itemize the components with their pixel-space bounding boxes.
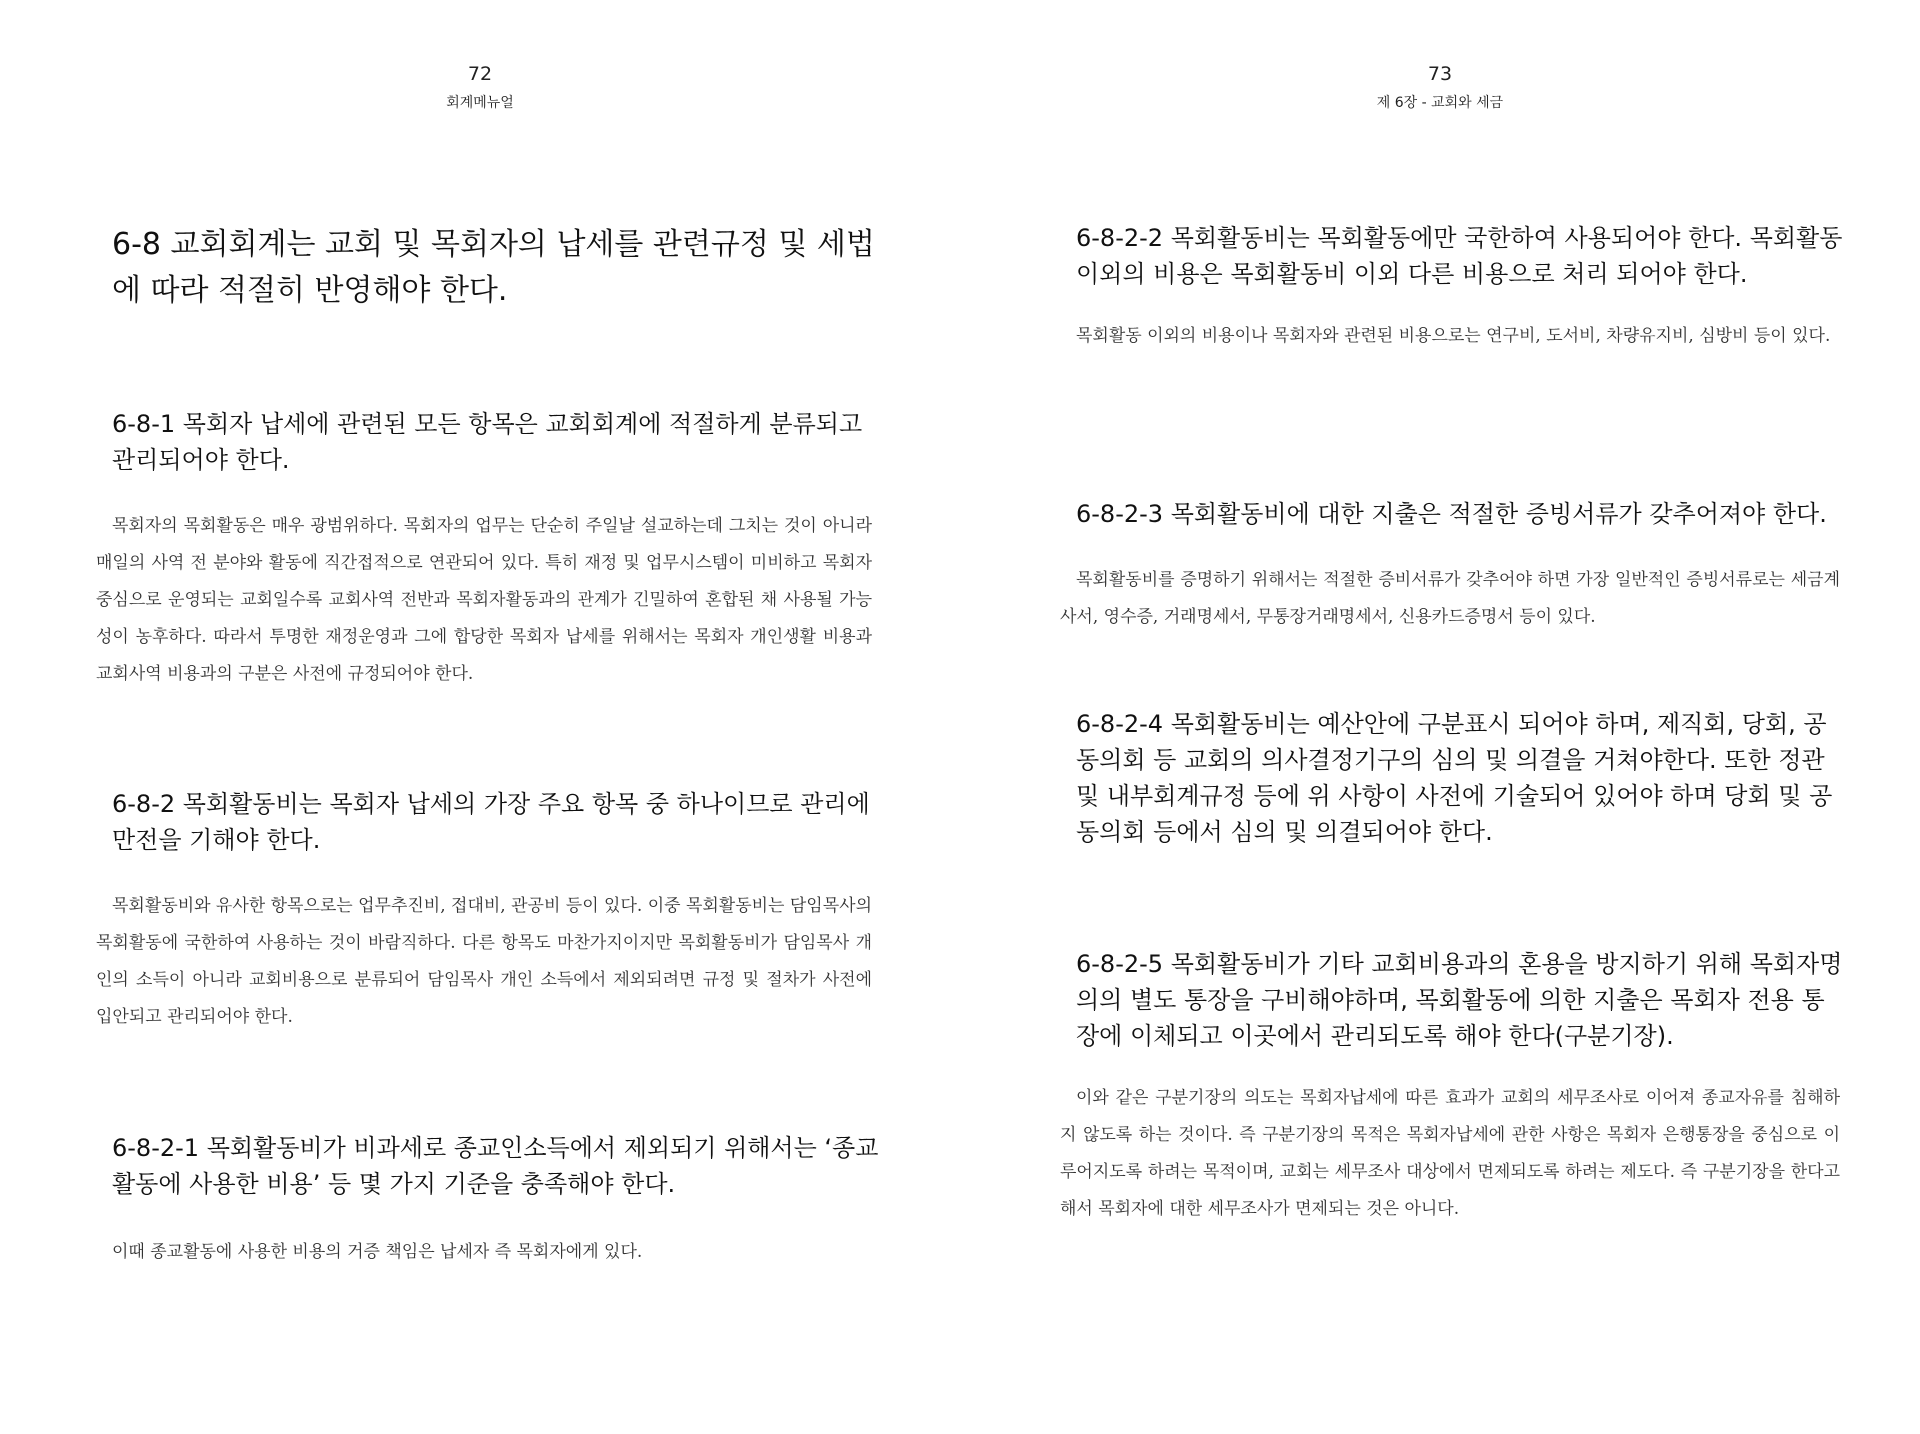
section-6-8-2-body (96, 888, 872, 1036)
left-page-header (0, 62, 960, 114)
heading-6-8-2-4: 6-8-2-4 목회활동비는 예산안에 구분표시 되어야 하며, 제직회, 당회, 공동의회 등 교회의 의사결정기구의 심의 및 의결을 거쳐야한다. 또한 정관 및 내부회계규정 등에 위 사항이 사전에 기술되어 있어야 하며 당회 및 공동의회 등에서 심의 및 의결되어야 한다. (1076, 710, 1833, 846)
left-running-title: 회계메뉴얼 (446, 95, 514, 111)
section-6-8-2-2-body (1060, 318, 1840, 355)
heading-6-8-2-1: 6-8-2-1 목회활동비가 비과세로 종교인소득에서 제외되기 위해서는 ‘종교활동에 사용한 비용’ 등 몇 가지 기준을 충족해야 한다. (112, 1134, 879, 1198)
paragraph-6-8-2-5: 이와 같은 구분기장의 의도는 목회자납세에 따른 효과가 교회의 세무조사로 이어져 종교자유를 침해하지 않도록 하는 것이다. 즉 구분기장의 목적은 목회자납세에 관한 사항은 목회자 은행통장을 중심으로 이루어지도록 하려는 목적이며, 교회는 세무조사 대상에서 면제되도록 하려는 제도다. 즉 구분기장을 한다고 해서 목회자에 대한 세무조사가 면제되는 것은 아니다. (1060, 1088, 1840, 1219)
heading-6-8: 6-8 교회회계는 교회 및 목회자의 납세를 관련규정 및 세법에 따라 적절히 반영해야 한다. (112, 227, 875, 308)
section-6-8-2 (112, 786, 882, 858)
right-page-header (960, 62, 1920, 114)
paragraph-6-8-2: 목회활동비와 유사한 항목으로는 업무추진비, 접대비, 관공비 등이 있다. 이중 목회활동비는 담임목사의 목회활동에 국한하여 사용하는 것이 바람직하다. 다른 항목도 마찬가지이지만 목회활동비가 담임목사 개인의 소득이 아니라 교회비용으로 분류되어 담임목사 개인 소득에서 제외되려면 규정 및 절차가 사전에 입안되고 관리되어야 한다. (96, 896, 872, 1027)
section-6-8-2-5-body (1060, 1080, 1840, 1228)
right-page (960, 0, 1920, 1434)
paragraph-6-8-2-1: 이때 종교활동에 사용한 비용의 거증 책임은 납세자 즉 목회자에게 있다. (112, 1242, 643, 1262)
heading-6-8-2-3: 6-8-2-3 목회활동비에 대한 지출은 적절한 증빙서류가 갖추어져야 한다. (1076, 500, 1827, 528)
paragraph-6-8-2-3: 목회활동비를 증명하기 위해서는 적절한 증비서류가 갖추어야 하면 가장 일반적인 증빙서류로는 세금계사서, 영수증, 거래명세서, 무통장거래명세서, 신용카드증명서 등이 있다. (1060, 570, 1840, 627)
section-6-8-2-3 (1076, 496, 1846, 532)
right-page-number: 73 (1427, 63, 1453, 85)
section-6-8-2-1 (112, 1130, 882, 1202)
left-page-number: 72 (467, 63, 493, 85)
section-6-8-2-1-body (112, 1234, 882, 1271)
paragraph-6-8-1: 목회자의 목회활동은 매우 광범위하다. 목회자의 업무는 단순히 주일날 설교하는데 그치는 것이 아니라 매일의 사역 전 분야와 활동에 직간접적으로 연관되어 있다. 특히 재정 및 업무시스템이 미비하고 목회자 중심으로 운영되는 교회일수록 교회사역 전반과 목회자활동과의 관계가 긴밀하여 혼합된 채 사용될 가능성이 농후하다. 따라서 투명한 재정운영과 그에 합당한 목회자 납세를 위해서는 목회자 개인생활 비용과 교회사역 비용과의 구분은 사전에 규정되어야 한다. (96, 516, 872, 684)
section-6-8-2-4 (1076, 706, 1846, 850)
section-6-8-2-5 (1076, 946, 1846, 1054)
paragraph-6-8-2-2: 목회활동 이외의 비용이나 목회자와 관련된 비용으로는 연구비, 도서비, 차량유지비, 심방비 등이 있다. (1076, 326, 1831, 346)
section-6-8-2-2 (1076, 220, 1846, 292)
heading-6-8-1: 6-8-1 목회자 납세에 관련된 모든 항목은 교회회계에 적절하게 분류되고 관리되어야 한다. (112, 410, 863, 474)
section-6-8 (112, 222, 882, 314)
section-6-8-1-body (96, 508, 872, 693)
section-6-8-2-3-body (1060, 562, 1840, 636)
section-6-8-1 (112, 406, 882, 478)
right-running-title: 제 6장 - 교회와 세금 (1376, 95, 1504, 111)
heading-6-8-2: 6-8-2 목회활동비는 목회자 납세의 가장 주요 항목 중 하나이므로 관리에 만전을 기해야 한다. (112, 790, 870, 854)
heading-6-8-2-5: 6-8-2-5 목회활동비가 기타 교회비용과의 혼용을 방지하기 위해 목회자명의의 별도 통장을 구비해야하며, 목회활동에 의한 지출은 목회자 전용 통장에 이체되고 이곳에서 관리되도록 해야 한다(구분기장). (1076, 950, 1843, 1050)
heading-6-8-2-2: 6-8-2-2 목회활동비는 목회활동에만 국한하여 사용되어야 한다. 목회활동 이외의 비용은 목회활동비 이외 다른 비용으로 처리 되어야 한다. (1076, 224, 1843, 288)
